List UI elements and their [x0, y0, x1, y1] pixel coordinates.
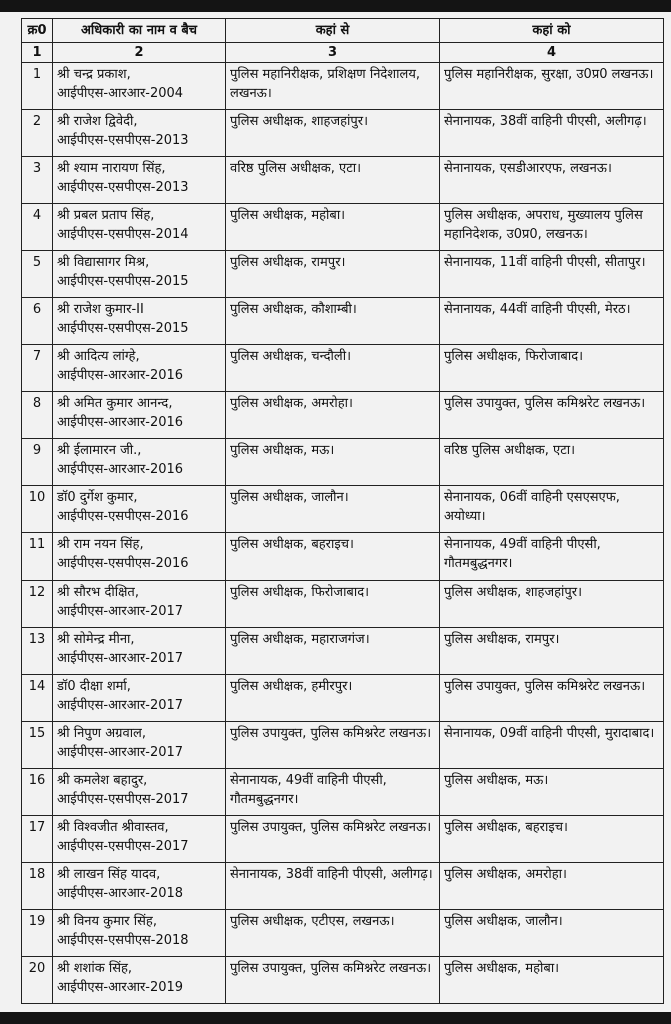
column-number: 2 [53, 43, 226, 63]
officer-name: श्री राजेश द्विवेदी, [57, 114, 138, 130]
officer-cell [53, 298, 226, 345]
officer-batch: आईपीएस-एसपीएस-2015 [57, 321, 189, 337]
from-post: सेनानायक, 49वीं वाहिनी पीएसी, गौतमबुद्धनगर। [226, 768, 440, 815]
table-row [22, 627, 664, 674]
from-post: पुलिस महानिरीक्षक, प्रशिक्षण निदेशालय, लखनऊ। [226, 63, 440, 110]
to-post: पुलिस अधीक्षक, अमरोहा। [440, 862, 664, 909]
officer-name: श्री शशांक सिंह, [57, 960, 133, 976]
officer-cell [53, 63, 226, 110]
serial-number: 12 [22, 580, 53, 627]
to-post: सेनानायक, 38वीं वाहिनी पीएसी, अलीगढ़। [440, 110, 664, 157]
officer-batch: आईपीएस-आरआर-2017 [57, 603, 184, 619]
officer-name: डॉ0 दीक्षा शर्मा, [57, 678, 131, 694]
column-number: 1 [22, 43, 53, 63]
from-post: पुलिस उपायुक्त, पुलिस कमिश्नरेट लखनऊ। [226, 721, 440, 768]
officer-name: श्री निपुण अग्रवाल, [57, 725, 147, 741]
officer-name: श्री राजेश कुमार-II [57, 302, 144, 318]
officer-cell [53, 909, 226, 956]
officer-name: श्री विद्यासागर मिश्र, [57, 255, 150, 271]
officer-name: श्री प्रबल प्रताप सिंह, [57, 208, 155, 224]
table-row [22, 909, 664, 956]
table-row [22, 862, 664, 909]
officer-batch: आईपीएस-आरआर-2004 [57, 86, 184, 101]
officer-cell [53, 486, 226, 533]
serial-number: 20 [22, 956, 53, 1003]
table-row [22, 674, 664, 721]
column-number: 3 [226, 43, 440, 63]
serial-number: 5 [22, 251, 53, 298]
to-post: पुलिस अधीक्षक, मऊ। [440, 768, 664, 815]
officer-batch: आईपीएस-एसपीएस-2013 [57, 180, 189, 196]
officer-cell [53, 157, 226, 204]
officer-batch: आईपीएस-आरआर-2016 [57, 415, 184, 431]
to-post: सेनानायक, 06वीं वाहिनी एसएसएफ, अयोध्या। [440, 486, 664, 533]
serial-number: 7 [22, 345, 53, 392]
officer-batch: आईपीएस-आरआर-2017 [57, 650, 184, 666]
serial-number: 10 [22, 486, 53, 533]
officer-name: डॉ0 दुर्गेश कुमार, [57, 490, 138, 506]
table-row [22, 298, 664, 345]
from-post: पुलिस अधीक्षक, चन्दौली। [226, 345, 440, 392]
table-row [22, 110, 664, 157]
serial-number: 19 [22, 909, 53, 956]
from-post: पुलिस अधीक्षक, महोबा। [226, 204, 440, 251]
officer-cell [53, 533, 226, 580]
officer-cell [53, 204, 226, 251]
from-post: पुलिस उपायुक्त, पुलिस कमिश्नरेट लखनऊ। [226, 815, 440, 862]
table-row [22, 345, 664, 392]
officer-batch: आईपीएस-आरआर-2016 [57, 368, 184, 384]
table-row [22, 157, 664, 204]
officer-cell [53, 392, 226, 439]
table-row [22, 204, 664, 251]
officer-cell [53, 721, 226, 768]
officer-name: श्री ईलामारन जी., [57, 443, 142, 459]
transfer-table [21, 18, 664, 1004]
document-sheet [0, 12, 671, 1012]
officer-cell [53, 815, 226, 862]
serial-number: 13 [22, 627, 53, 674]
header-from: कहां से [226, 19, 440, 43]
serial-number: 14 [22, 674, 53, 721]
from-post: पुलिस अधीक्षक, फिरोजाबाद। [226, 580, 440, 627]
to-post: वरिष्ठ पुलिस अधीक्षक, एटा। [440, 439, 664, 486]
serial-number: 17 [22, 815, 53, 862]
officer-name: श्री राम नयन सिंह, [57, 537, 144, 553]
table-row [22, 768, 664, 815]
column-number-row [22, 43, 664, 63]
serial-number: 18 [22, 862, 53, 909]
officer-batch: आईपीएस-एसपीएस-2017 [57, 838, 189, 854]
to-post: पुलिस उपायुक्त, पुलिस कमिश्नरेट लखनऊ। [440, 674, 664, 721]
table-row [22, 533, 664, 580]
to-post: सेनानायक, 49वीं वाहिनी पीएसी, गौतमबुद्धनगर। [440, 533, 664, 580]
from-post: पुलिस अधीक्षक, बहराइच। [226, 533, 440, 580]
from-post: सेनानायक, 38वीं वाहिनी पीएसी, अलीगढ़। [226, 862, 440, 909]
officer-cell [53, 345, 226, 392]
header-row [22, 19, 664, 43]
from-post: पुलिस अधीक्षक, शाहजहांपुर। [226, 110, 440, 157]
officer-name: श्री कमलेश बहादुर, [57, 772, 148, 788]
from-post: पुलिस अधीक्षक, मऊ। [226, 439, 440, 486]
from-post: पुलिस अधीक्षक, जालौन। [226, 486, 440, 533]
table-row [22, 439, 664, 486]
table-row [22, 815, 664, 862]
serial-number: 9 [22, 439, 53, 486]
officer-batch: आईपीएस-आरआर-2016 [57, 462, 184, 478]
table-row [22, 956, 664, 1003]
from-post: पुलिस अधीक्षक, एटीएस, लखनऊ। [226, 909, 440, 956]
to-post: पुलिस अधीक्षक, फिरोजाबाद। [440, 345, 664, 392]
officer-cell [53, 627, 226, 674]
officer-batch: आईपीएस-आरआर-2018 [57, 885, 184, 901]
to-post: पुलिस अधीक्षक, अपराध, मुख्यालय पुलिस महानिदेशक, उ0प्र0, लखनऊ। [440, 204, 664, 251]
table-row [22, 251, 664, 298]
from-post: वरिष्ठ पुलिस अधीक्षक, एटा। [226, 157, 440, 204]
to-post: पुलिस अधीक्षक, शाहजहांपुर। [440, 580, 664, 627]
to-post: पुलिस अधीक्षक, जालौन। [440, 909, 664, 956]
serial-number: 6 [22, 298, 53, 345]
officer-batch: आईपीएस-एसपीएस-2014 [57, 227, 189, 243]
officer-cell [53, 956, 226, 1003]
header-to: कहां को [440, 19, 664, 43]
to-post: सेनानायक, 11वीं वाहिनी पीएसी, सीतापुर। [440, 251, 664, 298]
officer-name: श्री अमित कुमार आनन्द, [57, 396, 173, 412]
serial-number: 2 [22, 110, 53, 157]
officer-batch: आईपीएस-एसपीएस-2013 [57, 133, 189, 149]
to-post: पुलिस महानिरीक्षक, सुरक्षा, उ0प्र0 लखनऊ। [440, 63, 664, 110]
officer-batch: आईपीएस-एसपीएस-2016 [57, 556, 189, 572]
column-number: 4 [440, 43, 664, 63]
officer-cell [53, 580, 226, 627]
table-row [22, 63, 664, 110]
officer-batch: आईपीएस-एसपीएस-2017 [57, 791, 189, 807]
officer-cell [53, 768, 226, 815]
serial-number: 11 [22, 533, 53, 580]
officer-batch: आईपीएस-आरआर-2017 [57, 744, 184, 760]
officer-batch: आईपीएस-आरआर-2019 [57, 979, 184, 995]
table-row [22, 486, 664, 533]
table-body [22, 63, 664, 1004]
officer-cell [53, 110, 226, 157]
to-post: पुलिस अधीक्षक, महोबा। [440, 956, 664, 1003]
officer-batch: आईपीएस-एसपीएस-2018 [57, 932, 189, 948]
from-post: पुलिस अधीक्षक, हमीरपुर। [226, 674, 440, 721]
table-row [22, 392, 664, 439]
officer-name: श्री विश्वजीत श्रीवास्तव, [57, 819, 169, 835]
officer-name: श्री श्याम नारायण सिंह, [57, 161, 166, 177]
to-post: सेनानायक, एसडीआरएफ, लखनऊ। [440, 157, 664, 204]
officer-cell [53, 439, 226, 486]
officer-batch: आईपीएस-आरआर-2017 [57, 697, 184, 713]
officer-name: श्री लाखन सिंह यादव, [57, 866, 161, 882]
officer-name: श्री आदित्य लांग्हे, [57, 349, 140, 365]
officer-batch: आईपीएस-एसपीएस-2016 [57, 509, 189, 525]
header-name-batch: अधिकारी का नाम व बैच [53, 19, 226, 43]
table-row [22, 580, 664, 627]
officer-cell [53, 862, 226, 909]
officer-cell [53, 674, 226, 721]
officer-cell [53, 251, 226, 298]
officer-name: श्री विनय कुमार सिंह, [57, 913, 157, 929]
from-post: पुलिस उपायुक्त, पुलिस कमिश्नरेट लखनऊ। [226, 956, 440, 1003]
serial-number: 3 [22, 157, 53, 204]
officer-name: श्री सोमेन्द्र मीना, [57, 631, 135, 647]
to-post: सेनानायक, 09वीं वाहिनी पीएसी, मुरादाबाद। [440, 721, 664, 768]
officer-batch: आईपीएस-एसपीएस-2015 [57, 274, 189, 290]
to-post: पुलिस अधीक्षक, बहराइच। [440, 815, 664, 862]
serial-number: 8 [22, 392, 53, 439]
to-post: पुलिस उपायुक्त, पुलिस कमिश्नरेट लखनऊ। [440, 392, 664, 439]
serial-number: 16 [22, 768, 53, 815]
from-post: पुलिस अधीक्षक, अमरोहा। [226, 392, 440, 439]
serial-number: 1 [22, 63, 53, 110]
from-post: पुलिस अधीक्षक, कौशाम्बी। [226, 298, 440, 345]
officer-name: श्री सौरभ दीक्षित, [57, 584, 139, 600]
serial-number: 15 [22, 721, 53, 768]
from-post: पुलिस अधीक्षक, महाराजगंज। [226, 627, 440, 674]
to-post: पुलिस अधीक्षक, रामपुर। [440, 627, 664, 674]
officer-name: श्री चन्द्र प्रकाश, [57, 67, 131, 82]
table-row [22, 721, 664, 768]
header-serial: क्र0 [22, 19, 53, 43]
from-post: पुलिस अधीक्षक, रामपुर। [226, 251, 440, 298]
to-post: सेनानायक, 44वीं वाहिनी पीएसी, मेरठ। [440, 298, 664, 345]
serial-number: 4 [22, 204, 53, 251]
